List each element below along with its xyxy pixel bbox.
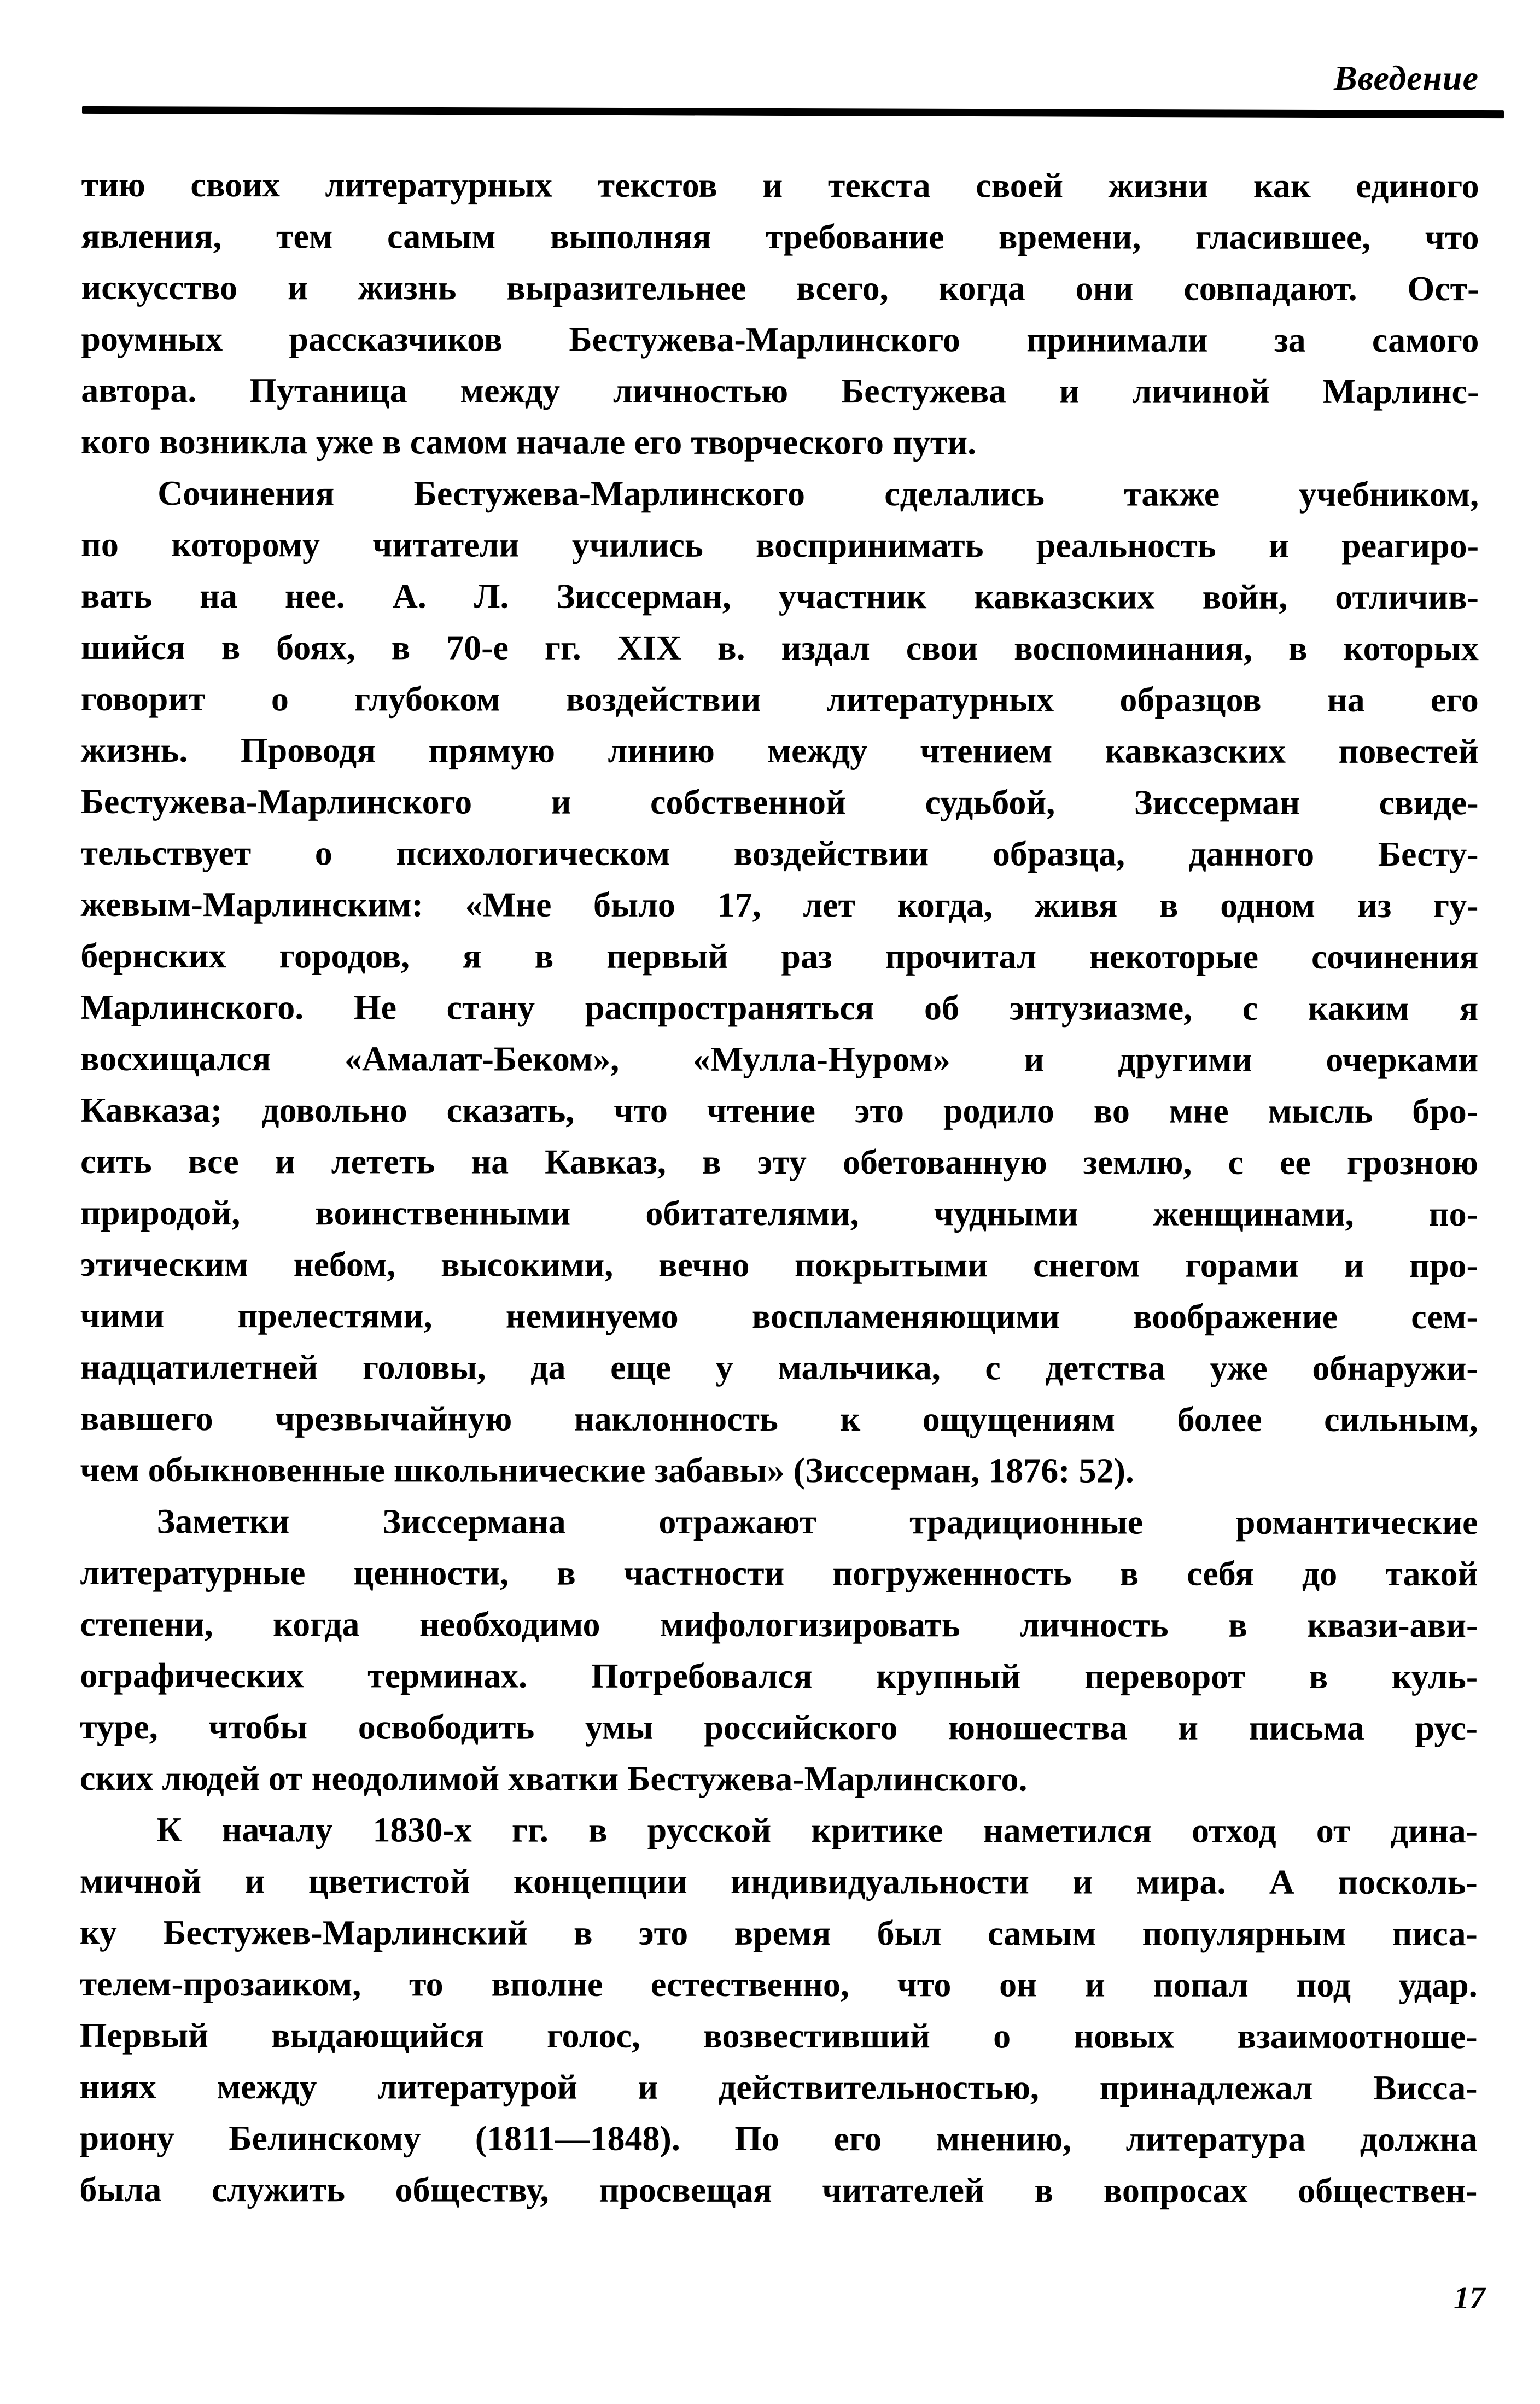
text-line: автора. Путаница между личностью Бестужева и личиной Марлинс-: [81, 370, 1479, 411]
text-line: чем обыкновенные школьнические забавы» (Зиссерман, 1876: 52).: [80, 1450, 1134, 1490]
text-line: Бестужева-Марлинского и собственной судьбой, Зиссерман свиде-: [80, 781, 1479, 822]
text-line: Сочинения Бестужева-Марлинского сделались также учебником,: [158, 474, 1479, 514]
text-line: тию своих литературных текстов и текста своей жизни как единого: [81, 165, 1479, 206]
text-line: степени, когда необходимо мифологизировать личность в квази-ави-: [80, 1604, 1478, 1645]
running-header: Введение: [1334, 59, 1479, 97]
text-line: жизнь. Проводя прямую линию между чтением кавказских повестей: [80, 730, 1479, 771]
text-line: вавшего чрезвычайную наклонность к ощущениям более сильным,: [80, 1398, 1478, 1439]
text-line: вать на нее. А. Л. Зиссерман, участник кавказских войн, отличив-: [80, 576, 1479, 617]
text-line: жевым-Марлинским: «Мне было 17, лет когда, живя в одном из гу-: [80, 884, 1479, 925]
text-line: природой, воинственными обитателями, чудными женщинами, по-: [80, 1193, 1478, 1234]
text-line: тельствует о психологическом воздействии образца, данного Бесту-: [80, 833, 1479, 874]
text-line: говорит о глубоком воздействии литературных образцов на его: [80, 679, 1479, 720]
text-line: Кавказа; довольно сказать, что чтение это родило во мне мысль бро-: [80, 1090, 1479, 1131]
text-line: риону Белинскому (1811—1848). По его мнению, литература должна: [79, 2118, 1478, 2159]
text-line: мичной и цветистой концепции индивидуальности и мира. А посколь-: [79, 1861, 1478, 1902]
text-line: ку Бестужев-Марлинский в это время был самым популярным писа-: [79, 1912, 1478, 1953]
header-rule: [82, 106, 1504, 118]
text-line: Марлинского. Не стану распространяться об энтузиазме, с каким я: [80, 987, 1479, 1028]
text-line: сить все и лететь на Кавказ, в эту обетованную землю, с ее грозною: [80, 1141, 1479, 1182]
text-line: ниях между литературой и действительностью, принадлежал Висса-: [79, 2067, 1478, 2108]
text-line: ографических терминах. Потребовался крупный переворот в куль-: [80, 1655, 1478, 1696]
text-line: по которому читатели учились воспринимать реальность и реагиро-: [80, 524, 1479, 565]
text-line: этическим небом, высокими, вечно покрытыми снегом горами и про-: [80, 1244, 1478, 1285]
text-line: кого возникла уже в самом начале его творческого пути.: [81, 422, 977, 462]
text-line: туре, чтобы освободить умы российского юношества и письма рус-: [80, 1707, 1478, 1748]
text-line: бернских городов, я в первый раз прочитал некоторые сочинения: [80, 936, 1479, 977]
text-line: восхищался «Амалат-Беком», «Мулла-Нуром» и другими очерками: [80, 1038, 1479, 1080]
text-line: шийся в боях, в 70-е гг. XIX в. издал свои воспоминания, в которых: [80, 627, 1479, 668]
text-line: К началу 1830-х гг. в русской критике наметился отход от дина-: [156, 1810, 1478, 1851]
text-line: явления, тем самым выполняя требование времени, гласившее, что: [81, 216, 1479, 257]
text-line: Заметки Зиссермана отражают традиционные романтические: [156, 1502, 1478, 1542]
text-line: литературные ценности, в частности погруженность в себя до такой: [80, 1553, 1478, 1594]
text-line: Первый выдающийся голос, возвестивший о новых взаимоотноше-: [79, 2015, 1478, 2056]
body-text: [79, 159, 1479, 2216]
text-line: надцатилетней головы, да еще у мальчика, с детства уже обнаружи-: [80, 1347, 1478, 1388]
text-line: телем-прозаиком, то вполне естественно, что он и попал под удар.: [79, 1964, 1478, 2005]
page-number: 17: [1454, 2280, 1485, 2315]
text-line: была служить обществу, просвещая читателей в вопросах обществен-: [79, 2169, 1478, 2210]
text-line: ских людей от неодолимой хватки Бестужева-Марлинского.: [80, 1758, 1028, 1799]
text-line: роумных рассказчиков Бестужева-Марлинского принимали за самого: [81, 319, 1479, 360]
text-line: искусство и жизнь выразительнее всего, когда они совпадают. Ост-: [81, 267, 1479, 308]
text-line: чими прелестями, неминуемо воспламеняющими воображение сем-: [80, 1296, 1478, 1337]
